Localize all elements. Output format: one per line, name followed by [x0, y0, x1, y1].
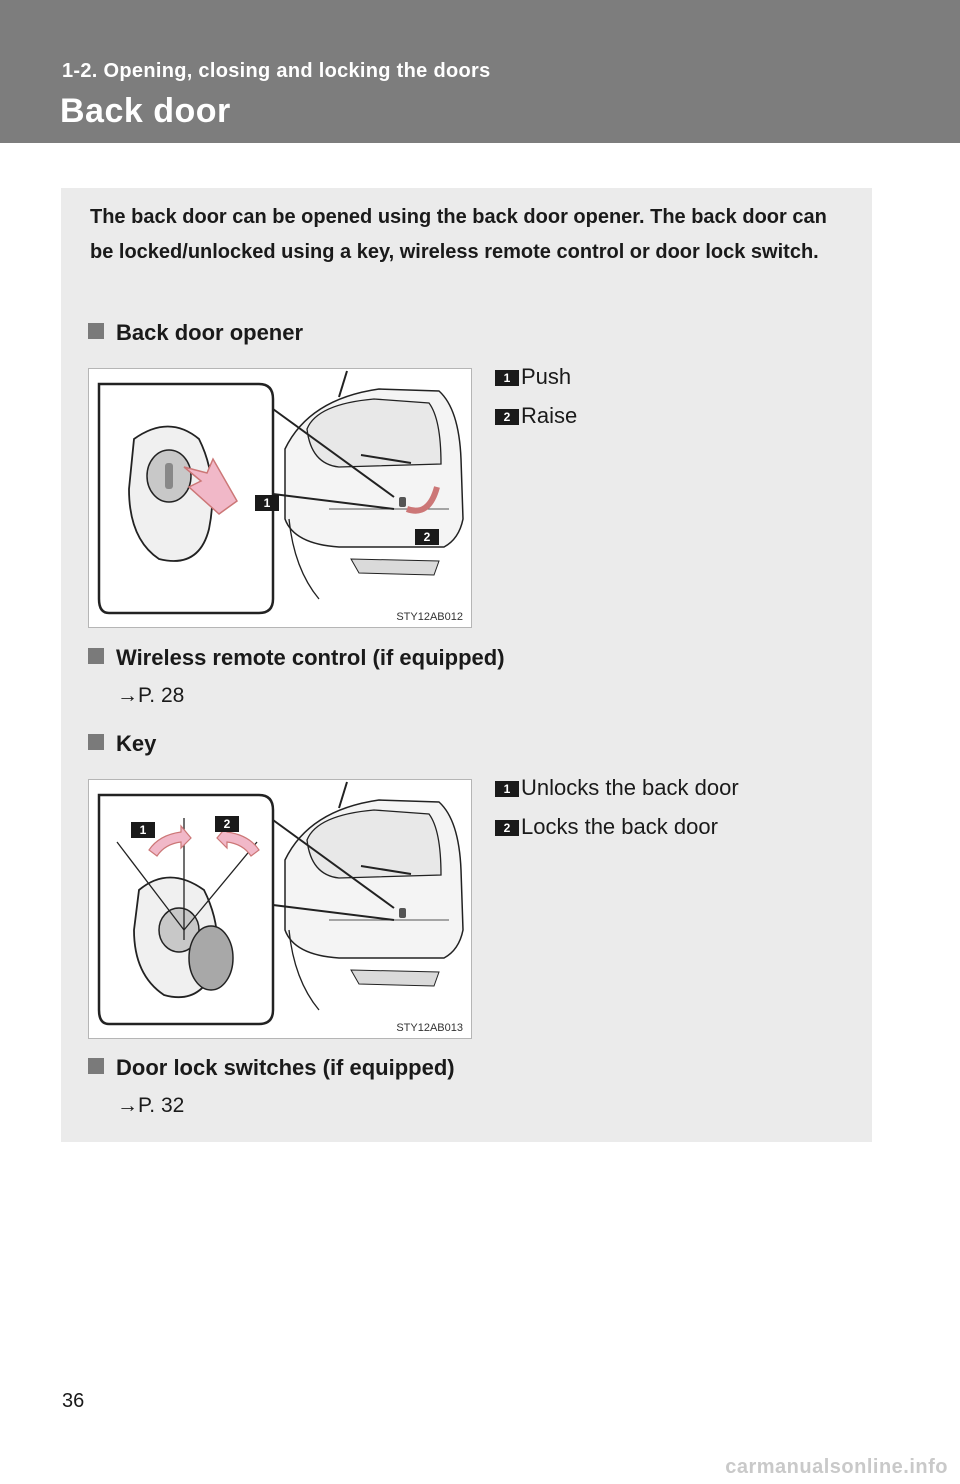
legend-text: Unlocks the back door [521, 775, 739, 800]
legend-text: Raise [521, 403, 578, 428]
watermark: carmanualsonline.info [725, 1456, 948, 1478]
opener-figure [88, 368, 472, 628]
page-title: Back door [60, 92, 231, 130]
section-title: 1-2. Opening, closing and locking the doors [62, 60, 491, 82]
bullet-square-icon [88, 734, 104, 750]
legend-text: Push [521, 364, 572, 389]
opener-legend-2 [495, 403, 577, 429]
opener-illustration [89, 369, 471, 627]
key-legend-2 [495, 814, 718, 840]
switches-heading-text: Door lock switches (if equipped) [116, 1055, 455, 1080]
callout-1: 1 [255, 495, 279, 511]
remote-page-reference: →P. 28 [117, 684, 185, 707]
bullet-square-icon [88, 648, 104, 664]
remote-heading [88, 645, 505, 671]
switches-heading [88, 1055, 455, 1081]
key-heading-text: Key [116, 731, 157, 756]
switches-page-reference: →P. 32 [117, 1094, 185, 1117]
opener-heading-text: Back door opener [116, 320, 304, 345]
figure-code: STY12AB012 [396, 611, 463, 623]
opener-legend-1 [495, 364, 571, 390]
callout-2: 2 [215, 816, 239, 832]
key-heading [88, 731, 156, 757]
key-illustration [89, 780, 471, 1038]
key-figure [88, 779, 472, 1039]
opener-heading [88, 320, 303, 346]
remote-heading-text: Wireless remote control (if equipped) [116, 645, 505, 670]
chapter-header [0, 0, 960, 143]
legend-text: Locks the back door [521, 814, 718, 839]
legend-number: 2 [495, 820, 519, 836]
callout-2: 2 [415, 529, 439, 545]
legend-number: 1 [495, 370, 519, 386]
bullet-square-icon [88, 1058, 104, 1074]
bullet-square-icon [88, 323, 104, 339]
legend-number: 2 [495, 409, 519, 425]
intro-paragraph: The back door can be opened using the back door opener. The back door can be locked/unlocked using a key, wireless remote control or door lock switch. [90, 206, 827, 263]
page-number: 36 [62, 1390, 85, 1412]
callout-1: 1 [131, 822, 155, 838]
figure-code: STY12AB013 [396, 1022, 463, 1034]
key-legend-1 [495, 775, 739, 801]
legend-number: 1 [495, 781, 519, 797]
